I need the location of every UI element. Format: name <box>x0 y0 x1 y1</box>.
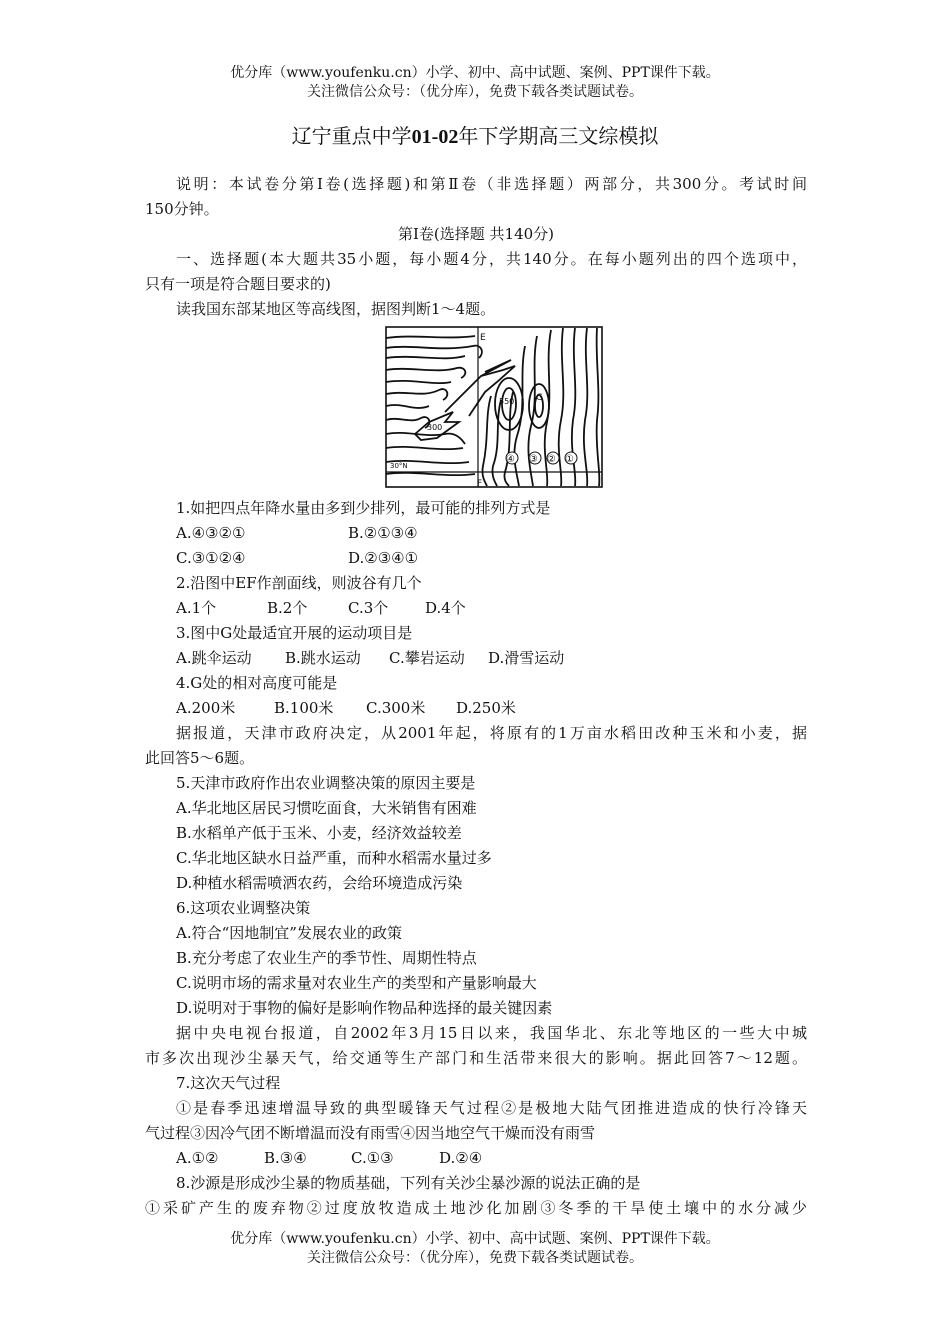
label-point-4: ④ <box>506 454 515 465</box>
q1-stem: 1.如把四点年降水量由多到少排列，最可能的排列方式是 <box>176 499 551 517</box>
section-desc-2: 只有一项是符合题目要求的) <box>145 275 331 293</box>
q6-option-d: D.说明对于事物的偏好是影响作物品种选择的最关键因素 <box>176 999 553 1017</box>
title-pre: 辽宁重点中学 <box>291 124 412 148</box>
q8-body-1: ①采矿产生的废弃物②过度放牧造成土地沙化加剧③冬季的干旱使土壤中的水分减少 <box>145 1199 807 1217</box>
q7-body-2: 气过程③因冷气团不断增温而没有雨雪④因当地空气干燥而没有雨雪 <box>145 1124 596 1142</box>
q2-options <box>145 596 807 621</box>
q1-options-row-2 <box>145 546 807 571</box>
label-f: F <box>477 479 483 488</box>
q3-option-b: B.跳水运动 <box>285 649 361 667</box>
q7-option-c: C.①③ <box>351 1149 394 1167</box>
contour-map <box>385 326 603 488</box>
lead-7-12-line-2: 市多次出现沙尘暴天气，给交通等生产部门和生活带来很大的影响。据此回答7～12题。 <box>145 1049 807 1067</box>
q1-option-a: A.④③②① <box>176 524 246 542</box>
q8-stem: 8.沙源是形成沙尘暴的物质基础，下列有关沙尘暴沙源的说法正确的是 <box>176 1174 641 1192</box>
lead-5-6-line-1: 据报道，天津市政府决定，从2001年起，将原有的1万亩水稻田改种玉米和小麦，据 <box>176 724 807 742</box>
q1-option-d: D.②③④① <box>348 549 419 567</box>
page-title <box>0 122 950 151</box>
page-footer <box>0 1230 950 1268</box>
intro-line-1: 说明：本试卷分第Ⅰ卷(选择题)和第Ⅱ卷（非选择题）两部分，共300分。考试时间 <box>176 175 807 193</box>
q5-option-a: A.华北地区居民习惯吃面食，大米销售有困难 <box>176 799 477 817</box>
header-line-1: 优分库（www.youfenku.cn）小学、初中、高中试题、案例、PPT课件下载。 <box>230 65 720 81</box>
contour-map-svg <box>385 326 603 488</box>
q3-option-a: A.跳伞运动 <box>176 649 252 667</box>
q5-stem: 5.天津市政府作出农业调整决策的原因主要是 <box>176 774 476 792</box>
q4-option-c: C.300米 <box>366 699 426 717</box>
q7-stem: 7.这次天气过程 <box>176 1074 281 1092</box>
q2-option-c: C.3个 <box>348 599 389 617</box>
q1-options-row-1 <box>145 521 807 546</box>
label-point-3: ③ <box>529 454 538 465</box>
lead-5-6-line-2: 此回答5～6题。 <box>145 749 255 767</box>
q7-option-a: A.①② <box>176 1149 219 1167</box>
q3-option-c: C.攀岩运动 <box>389 649 465 667</box>
header-line-2: 关注微信公众号：（优分库），免费下载各类试题试卷。 <box>307 84 643 100</box>
q6-option-b: B.充分考虑了农业生产的季节性、周期性特点 <box>176 949 477 967</box>
q6-option-c: C.说明市场的需求量对农业生产的类型和产量影响最大 <box>176 974 537 992</box>
label-550: 550 <box>499 397 515 406</box>
q5-option-b: B.水稻单产低于玉米、小麦，经济效益较差 <box>176 824 462 842</box>
lead-7-12-line-1: 据中央电视台报道，自2002年3月15日以来，我国华北、东北等地区的一些大中城 <box>176 1024 807 1042</box>
q1-option-c: C.③①②④ <box>176 549 246 567</box>
q4-option-d: D.250米 <box>456 699 516 717</box>
label-g: G <box>536 393 543 403</box>
q4-option-a: A.200米 <box>176 699 236 717</box>
q5-option-d: D.种植水稻需喷洒农药，会给环境造成污染 <box>176 874 463 892</box>
intro-block <box>145 172 807 322</box>
q7-options <box>145 1146 807 1171</box>
label-point-2: ② <box>547 454 556 465</box>
section-lead: 读我国东部某地区等高线图，据图判断1～4题。 <box>176 300 496 318</box>
q3-option-d: D.滑雪运动 <box>488 649 565 667</box>
q6-stem: 6.这项农业调整决策 <box>176 899 311 917</box>
q6-option-a: A.符合“因地制宜”发展农业的政策 <box>176 924 402 942</box>
q3-options <box>145 646 807 671</box>
q7-option-b: B.③④ <box>264 1149 307 1167</box>
q4-stem: 4.G处的相对高度可能是 <box>176 674 338 692</box>
label-latitude: 30°N <box>390 462 408 470</box>
q3-stem: 3.图中G处最适宜开展的运动项目是 <box>176 624 413 642</box>
q2-option-d: D.4个 <box>425 599 466 617</box>
label-300: 300 <box>427 423 443 432</box>
title-bold: 01-02 <box>411 126 459 148</box>
section-desc-1: 一、选择题(本大题共35小题，每小题4分，共140分。在每小题列出的四个选项中， <box>176 250 807 268</box>
q7-body-1: ①是春季迅速增温导致的典型暖锋天气过程②是极地大陆气团推进造成的快行冷锋天 <box>176 1099 807 1117</box>
footer-line-2: 关注微信公众号：（优分库），免费下载各类试题试卷。 <box>307 1250 643 1266</box>
q5-option-c: C.华北地区缺水日益严重，而种水稻需水量过多 <box>176 849 492 867</box>
q7-option-d: D.②④ <box>439 1149 483 1167</box>
q4-option-b: B.100米 <box>274 699 334 717</box>
q2-option-b: B.2个 <box>267 599 308 617</box>
intro-line-2: 150分钟。 <box>145 200 219 218</box>
label-point-1: ① <box>565 454 574 465</box>
q2-stem: 2.沿图中EF作剖面线，则波谷有几个 <box>176 574 422 592</box>
footer-line-1: 优分库（www.youfenku.cn）小学、初中、高中试题、案例、PPT课件下载。 <box>230 1231 720 1247</box>
title-post: 年下学期高三文综模拟 <box>458 124 659 148</box>
page-header <box>0 64 950 102</box>
q1-option-b: B.②①③④ <box>348 524 418 542</box>
q4-options <box>145 696 807 721</box>
section-heading: 第Ⅰ卷(选择题 共140分) <box>397 225 555 243</box>
q2-option-a: A.1个 <box>176 599 217 617</box>
label-e: E <box>480 333 486 343</box>
questions-block <box>145 496 807 1221</box>
